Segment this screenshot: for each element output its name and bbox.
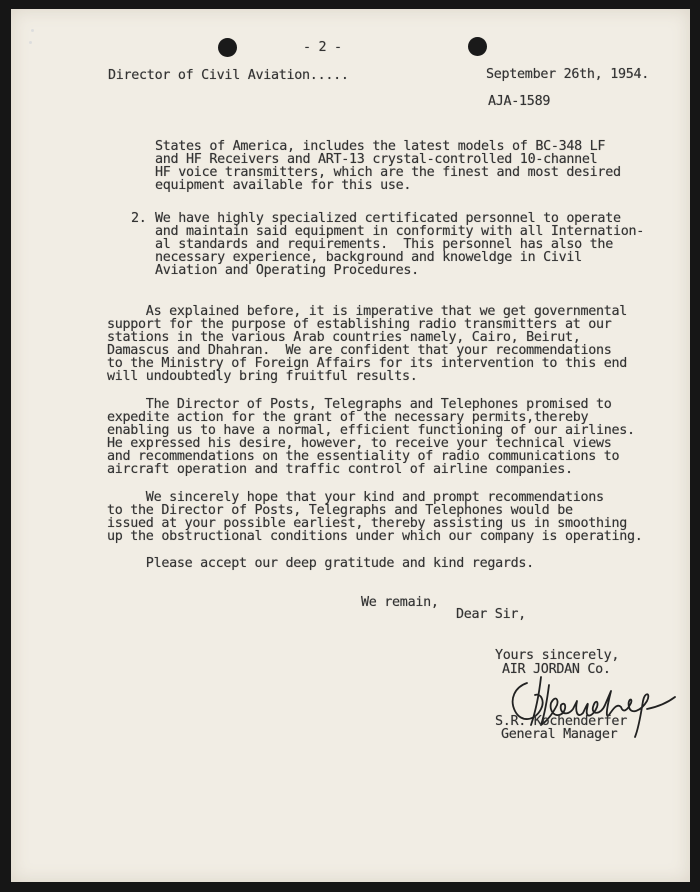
closing-salutation: Dear Sir, — [456, 607, 526, 622]
paragraph-gratitude: Please accept our deep gratitude and kind regards. — [107, 556, 534, 571]
reference-number: AJA-1589 — [488, 94, 551, 109]
text-line: enabling us to have a normal, efficient functioning of our airlines. — [107, 423, 635, 438]
text-line: up the obstructional conditions under which our company is operating. — [107, 529, 643, 544]
text-line: to the Ministry of Foreign Affairs for its intervention to this end — [107, 356, 628, 371]
page-number: - 2 - — [303, 40, 342, 55]
paper-speck — [31, 29, 34, 32]
paragraph-director — [107, 398, 635, 476]
item-number: 2. — [131, 211, 147, 226]
text-line: We have highly specialized certificated personnel to operate — [155, 211, 621, 226]
text-line: and HF Receivers and ART-13 crystal-controlled 10-channel — [155, 152, 598, 167]
text-line: stations in the various Arab countries namely, Cairo, Beirut, — [107, 330, 581, 345]
text-line: will undoubtedly bring fruitful results. — [107, 369, 418, 384]
text-line: We sincerely hope that your kind and prompt recommendations — [107, 490, 604, 505]
text-line: issued at your possible earliest, thereby assisting us in smoothing — [107, 516, 628, 531]
text-line: States of America, includes the latest models of BC-348 LF — [155, 139, 606, 154]
paragraph-hope — [107, 491, 643, 543]
text-line: Aviation and Operating Procedures. — [155, 263, 419, 278]
signatory-name: S.R. Kochenderfer — [495, 714, 627, 729]
closing-yours-sincerely: Yours sincerely, — [495, 648, 620, 663]
punch-hole-left — [218, 38, 237, 57]
paragraph-support — [107, 305, 627, 383]
text-line: to the Director of Posts, Telegraphs and Telephones would be — [107, 503, 573, 518]
text-line: support for the purpose of establishing radio transmitters at our — [107, 317, 612, 332]
text-line: equipment available for this use. — [155, 178, 412, 193]
paper-speck — [29, 41, 32, 44]
text-line: As explained before, it is imperative that we get governmental — [107, 304, 628, 319]
text-line: and maintain said equipment in conformity with all Internation- — [155, 224, 644, 239]
text-line: necessary experience, background and knoweldge in Civil — [155, 250, 582, 265]
text-line: expedite action for the grant of the necessary permits,thereby — [107, 410, 589, 425]
text-line: and recommendations on the essentiality of radio communications to — [107, 449, 620, 464]
text-line: Damascus and Dhahran. We are confident that your recommendations — [107, 343, 612, 358]
signatory-title: General Manager — [501, 727, 618, 742]
letter-page — [11, 9, 690, 882]
text-line: al standards and requirements. This personnel has also the — [155, 237, 613, 252]
closing-we-remain: We remain, — [361, 595, 439, 610]
paragraph-equipment — [155, 140, 621, 192]
recipient-line: Director of Civil Aviation..... — [108, 68, 349, 83]
text-line: aircraft operation and traffic control of airline companies. — [107, 462, 573, 477]
company-name: AIR JORDAN Co. — [502, 662, 611, 677]
paragraph-personnel — [155, 212, 644, 277]
text-line: HF voice transmitters, which are the finest and most desired — [155, 165, 621, 180]
letter-date: September 26th, 1954. — [486, 67, 649, 82]
text-line: He expressed his desire, however, to receive your technical views — [107, 436, 612, 451]
text-line: The Director of Posts, Telegraphs and Telephones promised to — [107, 397, 612, 412]
punch-hole-right — [468, 37, 487, 56]
